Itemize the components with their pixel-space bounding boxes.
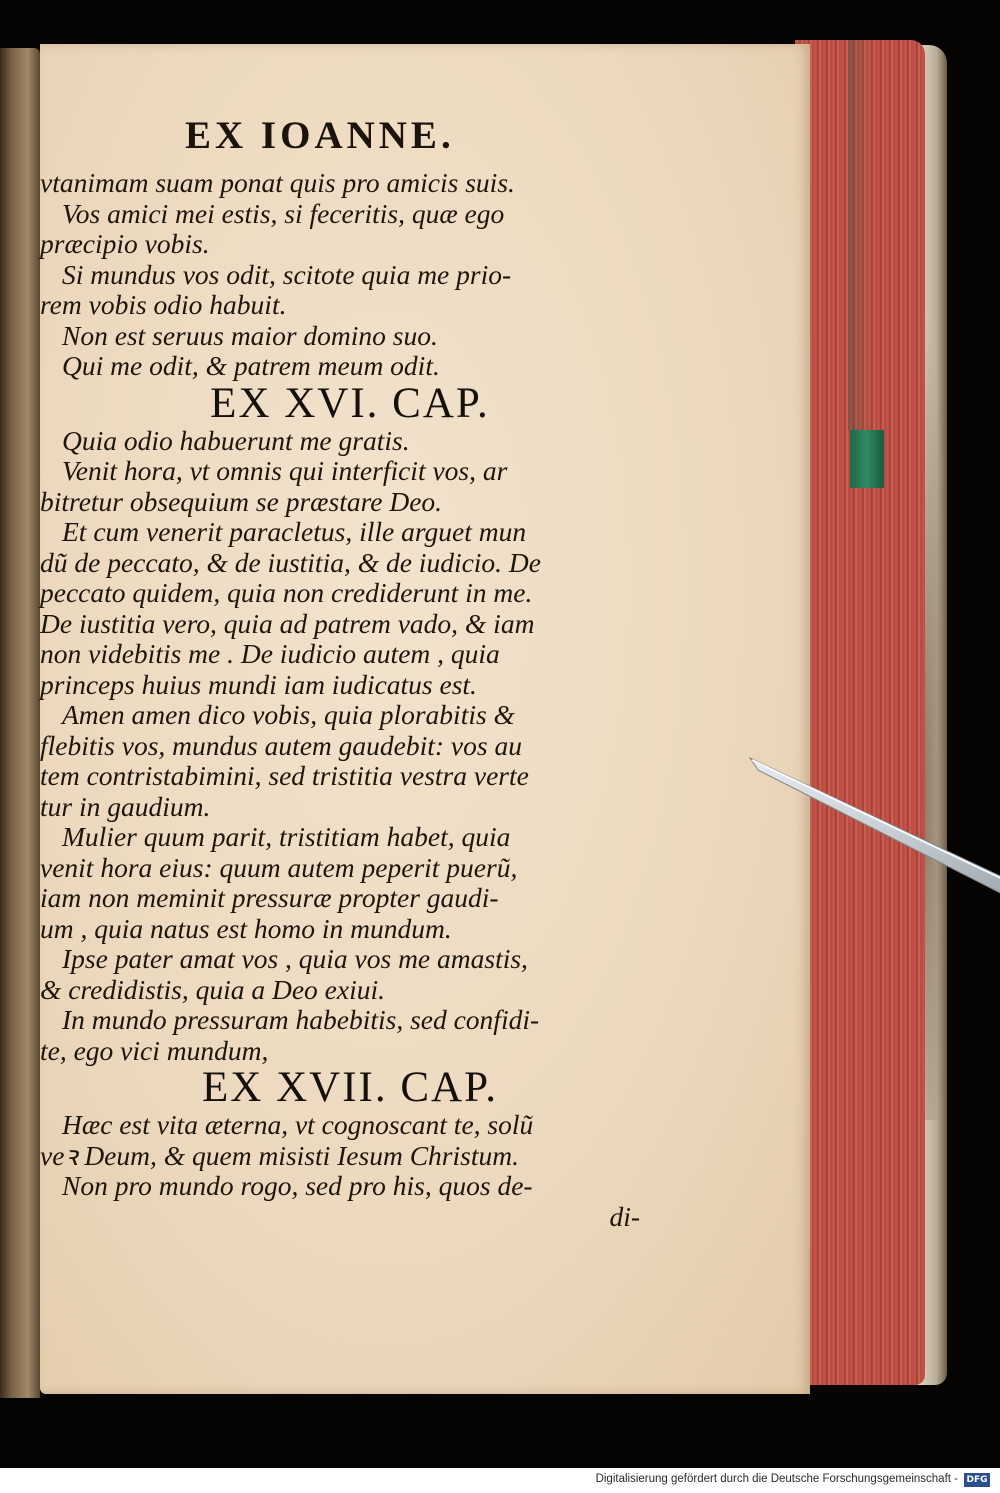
dfg-logo: DFG [964, 1473, 990, 1487]
text-line: Vos amici mei estis, si feceritis, quæ ego [62, 197, 505, 229]
text-line: princeps huius mundi iam iudicatus est. [40, 668, 477, 700]
facing-page-edge [0, 48, 40, 1398]
text-line: & credidistis, quia a Deo exiui. [40, 973, 385, 1005]
text-line: iam non meminit pressuræ propter gaudi- [40, 882, 499, 913]
pointer-stick [730, 740, 1000, 960]
text-line: tur in gaudium. [40, 790, 211, 822]
ribbon-bookmark [850, 430, 884, 488]
text-line: Et cum venerit paracletus, ille arguet mun [62, 516, 527, 547]
digitization-footer [0, 1468, 1000, 1493]
ribbon-marker-shadow [848, 40, 868, 430]
text-line: te, ego vici mundum, [40, 1034, 269, 1066]
text-line: præcipio vobis. [40, 228, 210, 259]
text-line: veꝛ Deum, & quem misisti Iesum Christum. [40, 1139, 519, 1171]
text-line: Ipse pater amat vos , quia vos me amastis, [62, 943, 528, 974]
text-line: De iustitia vero, quia ad patrem vado, & iam [40, 607, 535, 639]
text-line: dũ de peccato, & de iustitia, & de iudicio. De [40, 546, 542, 578]
text-line: non videbitis me . De iudicio autem , quia [40, 638, 500, 669]
text-line: venit hora eius: quum autem peperit puerũ, [40, 851, 518, 883]
text-line: Mulier quum parit, tristitiam habet, quia [62, 821, 511, 852]
text-line: Si mundus vos odit, scitote quia me prio- [62, 258, 512, 290]
chapter-heading: EX XVII. CAP. [202, 1064, 498, 1111]
text-line: In mundo pressuram habebitis, sed confidi- [62, 1004, 540, 1035]
text-line: vtanimam suam ponat quis pro amicis suis. [40, 167, 515, 198]
text-line: Hæc est vita æterna, vt cognoscant te, solũ [62, 1109, 534, 1140]
funding-credit: Digitalisierung gefördert durch die Deutsche Forschungsgemeinschaft - [595, 1473, 958, 1485]
text-line: Quia odio habuerunt me gratis. [62, 424, 410, 456]
text-line: peccato quidem, quia non crediderunt in me. [40, 577, 533, 608]
text-line: um , quia natus est homo in mundum. [40, 912, 452, 944]
page-text [40, 168, 640, 1232]
text-line: Qui me odit, & patrem meum odit. [62, 350, 440, 381]
text-line: rem vobis odio habuit. [40, 289, 287, 320]
text-line: Non pro mundo rogo, sed pro his, quos de- [62, 1170, 533, 1201]
chapter-heading: EX XVI. CAP. [210, 379, 490, 427]
running-head: EX IOANNE. [185, 114, 455, 157]
text-line: Amen amen dico vobis, quia plorabitis & [62, 699, 515, 730]
text-line: Venit hora, vt omnis qui interficit vos, ar [62, 455, 508, 486]
text-line: tem contristabimini, sed tristitia vestra verte [40, 760, 529, 791]
text-line: bitretur obsequium se præstare Deo. [40, 485, 443, 517]
text-line: Non est seruus maior domino suo. [62, 319, 438, 351]
text-line: di- [609, 1200, 640, 1232]
text-line: flebitis vos, mundus autem gaudebit: vos au [40, 729, 522, 761]
